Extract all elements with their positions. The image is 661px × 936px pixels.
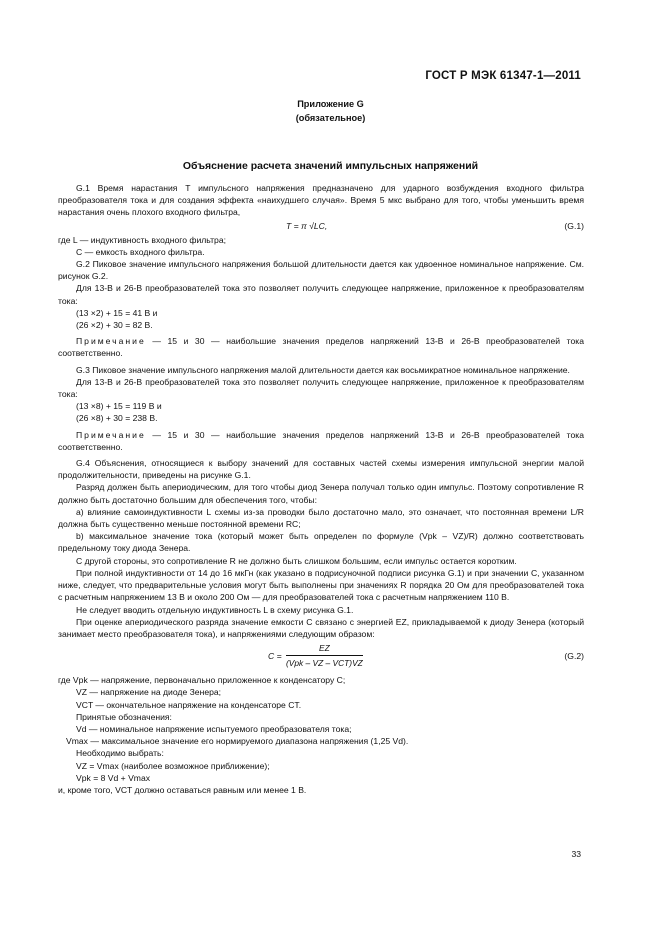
paragraph-g4-3: При полной индуктивности от 14 до 16 мкГн (как указано в подрисуночной подписи рисунка G.1) и при значении C, указанном ниже, следует, что предварительные условия могут быть выполнены при значениях R порядка 20 Ом для преобразователей тока с расчетным напряжением 13 В и около 200 Ом — для преобразователей тока с расчетным напряжением 110 В.	[58, 567, 584, 603]
formula-g2-lhs: C =	[268, 651, 282, 662]
note-1	[58, 335, 584, 359]
formula-g2-fraction	[286, 642, 363, 669]
choose-heading: Необходимо выбрать:	[76, 748, 164, 759]
note-1-text: — 15 и 30 — наибольшие значения пределов напряжений 13-В и 26-В преобразователей тока соответственно.	[58, 336, 585, 359]
calc-g2-1: (13 ×2) + 15 = 41 В и	[76, 307, 158, 318]
definition-vd: Vd — номинальное напряжение испытуемого преобразователя тока;	[76, 723, 352, 734]
paragraph-g2: G.2 Пиковое значение импульсного напряжения большой длительности дается как удвоенное номинальное напряжение. См. рисунок G.2.	[58, 259, 584, 282]
calc-g3-1: (13 ×8) + 15 = 119 В и	[76, 401, 162, 412]
formula-g1-number: (G.1)	[564, 220, 584, 231]
page-number: 33	[571, 849, 581, 859]
formula-g2-number: (G.2)	[564, 651, 584, 662]
note-2	[58, 429, 584, 453]
accepted-notation: Принятые обозначения:	[76, 711, 172, 722]
note-label: Примечание	[76, 429, 146, 440]
paragraph-g4-1: Разряд должен быть апериодическим, для того чтобы диод Зенера получал только один импульс. Поэтому сопротивление R должно быть достаточно большим для обеспечения того, чтобы:	[58, 482, 584, 505]
appendix-status: (обязательное)	[295, 113, 366, 123]
paragraph-g4-4: Не следует вводить отдельную индуктивность L в схему рисунка G.1.	[76, 604, 354, 615]
formula-g1-expression: T = π √LC,	[286, 220, 328, 231]
paragraph-g2-for: Для 13-В и 26-В преобразователей тока это позволяет получить следующее напряжение, приложенное к преобразователям тока:	[58, 283, 584, 306]
document-body	[58, 182, 584, 796]
definition-vz: VZ — напряжение на диоде Зенера;	[76, 687, 222, 698]
paragraph-g4-b: b) максимальное значение тока (который может быть определен по формуле (Vpk – VZ)/R) должно соответствовать предельному току диода Зенера.	[58, 531, 584, 554]
definition-vct: VCT — окончательное напряжение на конденсаторе CT.	[76, 699, 302, 710]
choose-vpk: Vpk = 8 Vd + Vmax	[76, 772, 151, 783]
paragraph-g4-2: С другой стороны, это сопротивление R не должно быть слишком большим, если импульс остается коротким.	[76, 555, 517, 566]
calc-g2-2: (26 ×2) + 30 = 82 В.	[76, 320, 153, 331]
paragraph-g4-5: При оценке апериодического разряда значение емкости C связано с энергией EZ, прикладываемой к диоду Зенера (который занимает место преобразователя тока), и напряжениями следующим образом:	[58, 616, 584, 639]
formula-g2-denominator: (Vpk – VZ – VCT)VZ	[286, 658, 363, 669]
page-title: Объяснение расчета значений импульсных напряжений	[182, 160, 479, 172]
choose-vz: VZ = Vmax (наиболее возможное приближение);	[76, 760, 270, 771]
paragraph-g4: G.4 Объяснения, относящиеся к выбору значений для составных частей схемы измерения импульсной энергии малой продолжительности, приведены на рисунке G.1.	[58, 458, 584, 481]
note-2-text: — 15 и 30 — наибольшие значения пределов напряжений 13-В и 26-В преобразователей тока соответственно.	[58, 429, 585, 452]
definition-l: где L — индуктивность входного фильтра;	[58, 234, 226, 245]
final-condition: и, кроме того, VCT должно оставаться равным или менее 1 В.	[58, 784, 307, 795]
definition-c: C — емкость входного фильтра.	[76, 246, 205, 257]
definition-vpk: где Vpk — напряжение, первоначально приложенное к конденсатору C;	[58, 675, 346, 686]
formula-g2-numerator: EZ	[286, 642, 363, 656]
calc-g3-2: (26 ×8) + 30 = 238 В.	[76, 413, 158, 424]
definition-vmax: Vmax — максимальное значение его нормируемого диапазона напряжения (1,25 Vd).	[66, 736, 409, 747]
appendix-name: Приложение G	[297, 99, 364, 109]
appendix-heading	[0, 97, 661, 125]
paragraph-g1: G.1 Время нарастания T импульсного напряжения предназначено для ударного возбуждения входного фильтра преобразователя тока и для создания эффекта «наихудшего случая». Время 5 мкс выбрано для того, чтобы уменьшить время нарастания очень плохого входного фильтра,	[58, 183, 584, 218]
note-label: Примечание	[76, 336, 146, 347]
formula-g2	[58, 642, 584, 672]
standard-header: ГОСТ Р МЭК 61347-1—2011	[425, 70, 581, 82]
paragraph-g3-for: Для 13-В и 26-В преобразователей тока это позволяет получить следующее напряжение, приложенное к преобразователям тока:	[58, 376, 584, 400]
paragraph-g3: G.3 Пиковое значение импульсного напряжения малой длительности дается как восьмикратное номинальное напряжение.	[76, 364, 570, 375]
paragraph-g4-a: а) влияние самоиндуктивности L схемы из-за проводки было достаточно мало, это означает, что постоянная времени L/R должна быть существенно меньше постоянной времени RC;	[58, 506, 584, 530]
formula-g1	[58, 219, 584, 234]
